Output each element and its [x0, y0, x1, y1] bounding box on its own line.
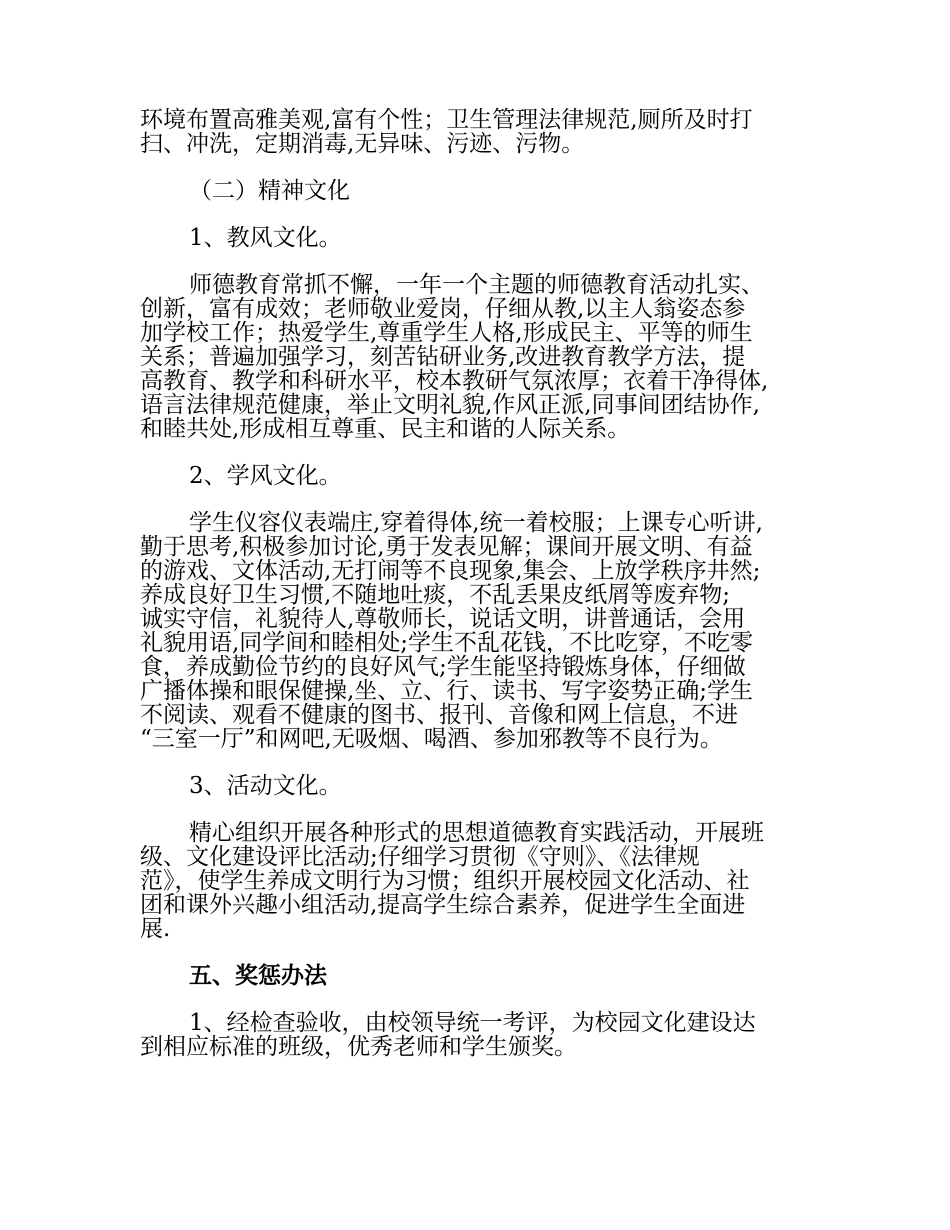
text-line: 学生仪容仪表端庄,穿着得体,统一着校服；上课专心听讲,: [189, 510, 763, 536]
subheading-teaching-style: 1、教风文化。: [189, 225, 342, 251]
subheading-activity-culture: 3、活动文化。: [189, 773, 342, 799]
text-line: 精心组织开展各种形式的思想道德教育实践活动，开展班: [189, 820, 764, 846]
text-line: 勤于思考,积极参加讨论,勇于发表见解；课间开展文明、有益: [140, 534, 753, 560]
text-line: 礼貌用语,同学间和睦相处;学生不乱花钱，不比吃穿，不吃零: [140, 630, 754, 656]
paragraph-environment: [140, 108, 820, 156]
paragraph-teaching-style: [140, 273, 820, 441]
text-line: 创新，富有成效；老师敬业爱岗，仔细从教,以主人翁姿态参: [140, 296, 746, 322]
text-line: 加学校工作；热爱学生,尊重学生人格,形成民主、平等的师生: [140, 320, 753, 346]
text-line: 语言法律规范健康，举止文明礼貌,作风正派,同事间团结协作,: [140, 392, 760, 418]
document-page: [140, 108, 820, 1059]
text-line: 团和课外兴趣小组活动,提高学生综合素养，促进学生全面进: [140, 892, 746, 918]
text-line: 和睦共处,形成相互尊重、民主和谐的人际关系。: [140, 416, 631, 442]
text-line: 师德教育常抓不懈，一年一个主题的师德教育活动扎实、: [189, 272, 764, 298]
text-line: 1、经检查验收，由校领导统一考评，为校园文化建设达: [189, 1010, 756, 1036]
text-line: 高教育、教学和科研水平，校本教研气氛浓厚；衣着干净得体,: [140, 368, 769, 394]
subheading-study-style: 2、学风文化。: [189, 463, 342, 489]
paragraph-activity-culture: [140, 821, 820, 941]
text-line: 扫、冲洗，定期消毒,无异味、污迹、污物。: [140, 131, 585, 157]
text-line: “三室一厅”和网吧,无吸烟、喝酒、参加邪教等不良行为。: [140, 726, 723, 752]
text-line: 级、文化建设评比活动;仔细学习贯彻《守则》、《法律规: [140, 844, 700, 870]
text-line: 的游戏、文体活动,无打闹等不良现象,集会、上放学秩序井然;: [140, 558, 761, 584]
paragraph-rewards: [140, 1011, 820, 1059]
text-line: 范》，使学生养成文明行为习惯；组织开展校园文化活动、社: [140, 868, 750, 894]
text-line: 养成良好卫生习惯,不随地吐痰，不乱丢果皮纸屑等废弃物;: [140, 582, 731, 608]
text-line: 关系；普遍加强学习，刻苦钻研业务,改进教育教学方法，提: [140, 344, 746, 370]
text-line: 环境布置高雅美观,富有个性；卫生管理法律规范,厕所及时打: [140, 107, 753, 133]
text-line: 展.: [140, 916, 171, 942]
text-line: 食，养成勤俭节约的良好风气;学生能坚持锻炼身体，仔细做: [140, 654, 746, 680]
paragraph-study-style: [140, 511, 820, 751]
text-line: 诚实守信，礼貌待人,尊敬师长，说话文明，讲普通话，会用: [140, 606, 746, 632]
text-line: 到相应标准的班级，优秀老师和学生颁奖。: [140, 1034, 577, 1060]
text-line: 广播体操和眼保健操,坐、立、行、读书、写字姿势正确;学生: [140, 678, 754, 704]
text-line: 不阅读、观看不健康的图书、报刊、音像和网上信息，不进: [140, 702, 738, 728]
section-heading-spirit-culture: （二）精神文化: [189, 178, 350, 204]
section-heading-rewards-penalties: 五、奖惩办法: [189, 962, 327, 989]
